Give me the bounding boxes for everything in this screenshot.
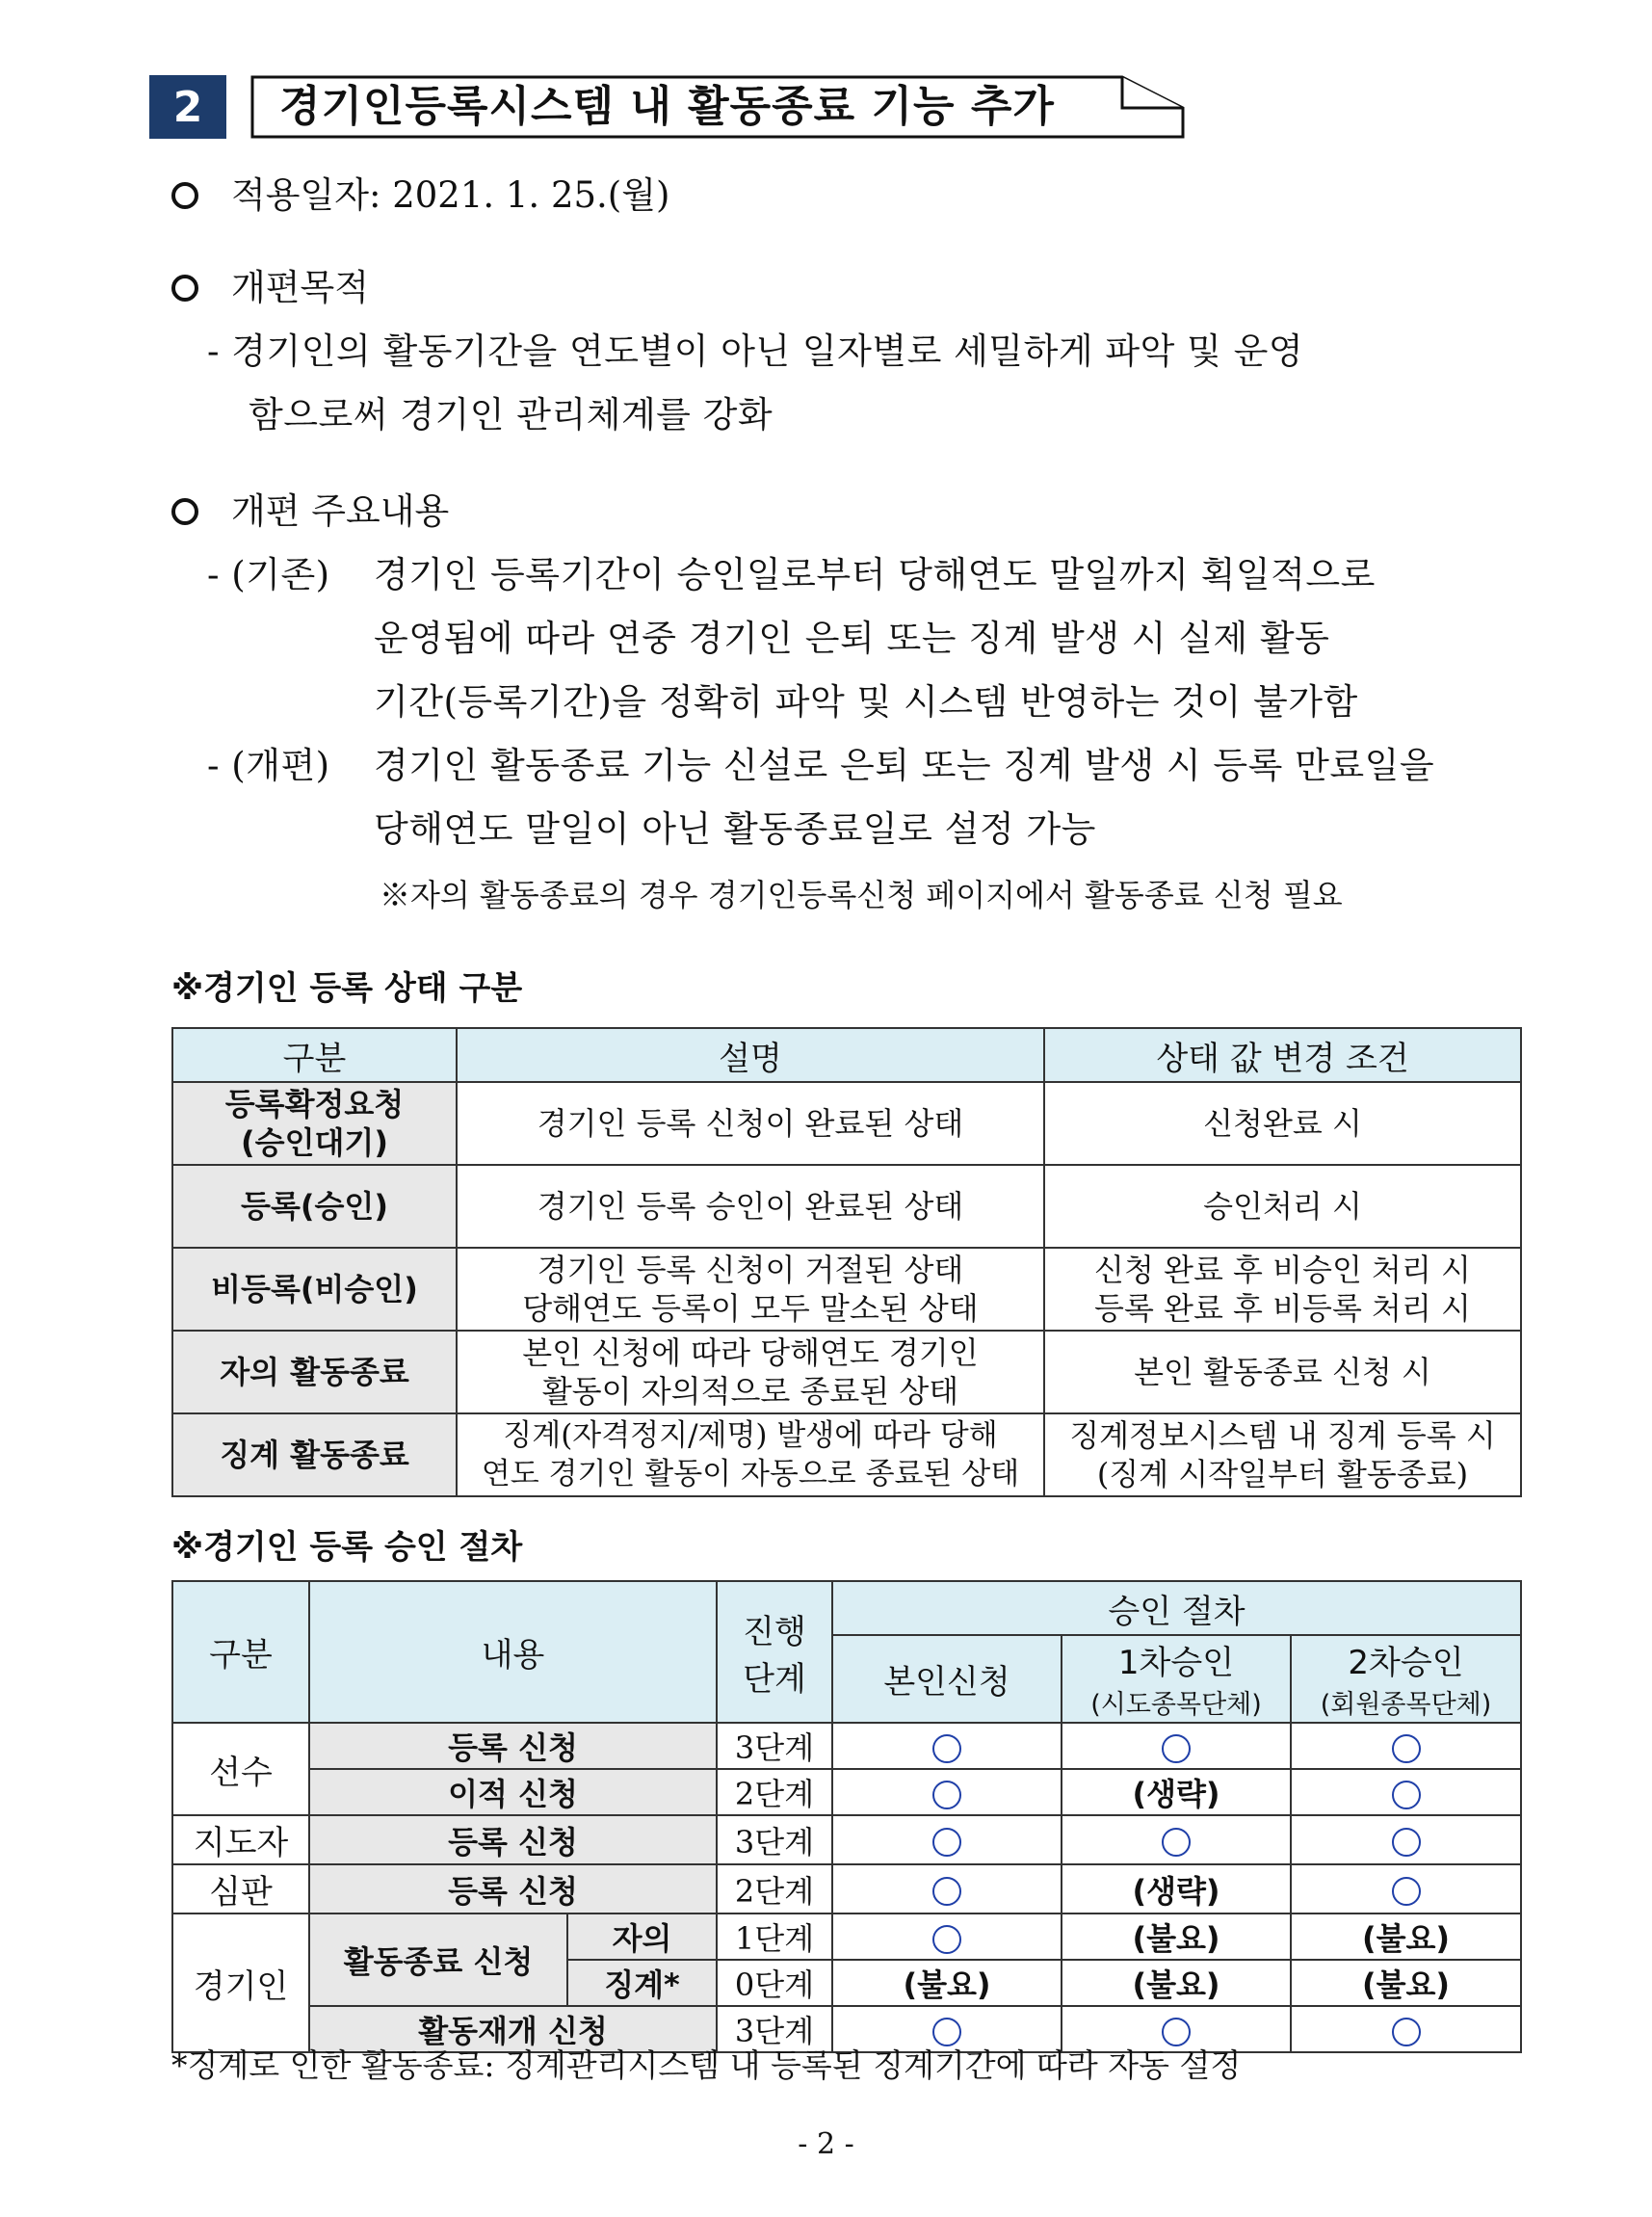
approval-header-procedure: 승인 절차 xyxy=(832,1581,1521,1635)
status-condition-cell xyxy=(1044,1413,1521,1496)
apply-date-text: 적용일자: 2021. 1. 25.(월) xyxy=(231,174,670,216)
apply-date-line xyxy=(171,166,669,218)
table-row xyxy=(172,1082,1521,1165)
table-row xyxy=(172,1913,1521,1960)
after-line-1: 경기인 활동종료 기능 신설로 은퇴 또는 징계 발생 시 등록 만료일을 xyxy=(374,745,1435,786)
table-row xyxy=(172,1723,1521,1769)
approval-end-activity-cell: 활동종료 신청 xyxy=(309,1913,567,2006)
self-end-note: ※자의 활동종료의 경우 경기인등록신청 페이지에서 활동종료 신청 필요 xyxy=(380,877,1343,913)
table-row xyxy=(172,1331,1521,1413)
section-number-badge: 2 xyxy=(149,75,226,139)
approval-stage-cell: 3단계 xyxy=(717,2006,832,2052)
approval-self-cell: (불요) xyxy=(832,1960,1062,2006)
approval-header-row-1 xyxy=(172,1581,1521,1635)
status-header-description: 설명 xyxy=(457,1028,1044,1082)
approval-content-cell: 등록 신청 xyxy=(309,1723,717,1769)
approval-header-stage-line: 단계 xyxy=(743,1659,806,1699)
status-header-condition: 상태 값 변경 조건 xyxy=(1044,1028,1521,1082)
circle-mark-icon xyxy=(1162,1734,1191,1763)
approval-group-athlete: 경기인 xyxy=(172,1913,309,2052)
circle-mark-icon xyxy=(1392,2018,1421,2046)
status-condition-cell xyxy=(1044,1248,1521,1331)
purpose-heading-line xyxy=(171,258,369,310)
circle-mark-icon xyxy=(1392,1781,1421,1809)
circle-mark-icon xyxy=(932,1734,961,1763)
approval-header-first-sub: (시도종목단체) xyxy=(1090,1690,1262,1720)
status-description-line: 본인 신청에 따라 당해연도 경기인 xyxy=(522,1334,979,1371)
approval-self-cell xyxy=(832,1769,1062,1815)
table-row xyxy=(172,1815,1521,1864)
section-title: 경기인등록시스템 내 활동종료 기능 추가 xyxy=(279,82,1055,131)
status-description-cell xyxy=(457,1248,1044,1331)
table-row xyxy=(172,1864,1521,1913)
circle-mark-icon xyxy=(932,1877,961,1906)
circle-bullet-icon xyxy=(171,182,198,209)
status-condition-line: 징계정보시스템 내 징계 등록 시 xyxy=(1069,1417,1496,1454)
approval-header-stage-line: 진행 xyxy=(743,1612,806,1651)
status-table-header-row xyxy=(172,1028,1521,1082)
approval-content-cell: 징계* xyxy=(567,1960,717,2006)
approval-first-cell xyxy=(1062,1723,1291,1769)
status-condition-line: 등록 완료 후 비등록 처리 시 xyxy=(1094,1290,1471,1327)
status-category-cell: 등록(승인) xyxy=(172,1165,457,1248)
status-description-line: 연도 경기인 활동이 자동으로 종료된 상태 xyxy=(481,1457,1020,1491)
approval-stage-cell: 0단계 xyxy=(717,1960,832,2006)
circle-mark-icon xyxy=(1392,1734,1421,1763)
status-category-cell xyxy=(172,1082,457,1165)
approval-header-self: 본인신청 xyxy=(832,1635,1062,1723)
approval-content-cell: 등록 신청 xyxy=(309,1864,717,1913)
circle-mark-icon xyxy=(1392,1828,1421,1857)
approval-footnote: *징계로 인한 활동종료: 징계관리시스템 내 등록된 징계기간에 따라 자동 설정 xyxy=(171,2046,1242,2084)
approval-second-cell: (불요) xyxy=(1291,1913,1521,1960)
status-condition-line: (징계 시작일부터 활동종료) xyxy=(1096,1456,1469,1492)
approval-stage-cell: 3단계 xyxy=(717,1723,832,1769)
approval-header-first-line: 1차승인 xyxy=(1117,1644,1235,1682)
circle-mark-icon xyxy=(1392,1877,1421,1906)
after-line-2: 당해연도 말일이 아닌 활동종료일로 설정 가능 xyxy=(374,808,1096,850)
approval-content-cell: 이적 신청 xyxy=(309,1769,717,1815)
approval-stage-cell: 2단계 xyxy=(717,1864,832,1913)
status-description-cell xyxy=(457,1413,1044,1496)
approval-header-stage xyxy=(717,1581,832,1723)
status-condition-cell xyxy=(1044,1082,1521,1165)
approval-self-cell xyxy=(832,1815,1062,1864)
approval-group-referee: 심판 xyxy=(172,1864,309,1913)
approval-second-cell xyxy=(1291,1769,1521,1815)
table-row xyxy=(172,1248,1521,1331)
circle-mark-icon xyxy=(932,1828,961,1857)
approval-first-cell: (생략) xyxy=(1062,1769,1291,1815)
before-line-1: 경기인 등록기간이 승인일로부터 당해연도 말일까지 획일적으로 xyxy=(374,554,1376,595)
approval-stage-cell: 1단계 xyxy=(717,1913,832,1960)
table-row xyxy=(172,1769,1521,1815)
approval-first-cell: (불요) xyxy=(1062,1913,1291,1960)
circle-mark-icon xyxy=(932,1781,961,1809)
main-content-heading: 개편 주요내용 xyxy=(231,490,450,532)
approval-second-cell: (불요) xyxy=(1291,1960,1521,2006)
status-description-cell xyxy=(457,1082,1044,1165)
table-row xyxy=(172,1413,1521,1496)
table-row xyxy=(172,1165,1521,1248)
main-content-heading-line xyxy=(171,482,449,534)
approval-stage-cell: 2단계 xyxy=(717,1769,832,1815)
approval-header-second-sub: (회원종목단체) xyxy=(1320,1690,1492,1720)
status-table xyxy=(171,1027,1522,1497)
approval-second-cell xyxy=(1291,1815,1521,1864)
circle-bullet-icon xyxy=(171,275,198,302)
status-description-line: 활동이 자의적으로 종료된 상태 xyxy=(541,1373,959,1410)
after-tag: - (개편) xyxy=(207,745,330,786)
status-category-cell: 비등록(비승인) xyxy=(172,1248,457,1331)
status-description-cell xyxy=(457,1331,1044,1413)
circle-bullet-icon xyxy=(171,498,198,525)
circle-mark-icon xyxy=(1162,1828,1191,1857)
approval-header-second xyxy=(1291,1635,1521,1723)
approval-stage-cell: 3단계 xyxy=(717,1815,832,1864)
approval-table xyxy=(171,1580,1522,2053)
approval-second-cell xyxy=(1291,1864,1521,1913)
before-line-2: 운영됨에 따라 연중 경기인 은퇴 또는 징계 발생 시 실제 활동 xyxy=(374,618,1330,659)
status-description-line: 경기인 등록 신청이 거절된 상태 xyxy=(537,1252,964,1288)
status-category-line: 등록확정요청 xyxy=(224,1086,405,1122)
approval-group-player: 선수 xyxy=(172,1723,309,1815)
purpose-line-1: - 경기인의 활동기간을 연도별이 아닌 일자별로 세밀하게 파악 및 운영 xyxy=(207,330,1304,372)
approval-self-cell xyxy=(832,1864,1062,1913)
approval-first-cell: (불요) xyxy=(1062,1960,1291,2006)
status-condition-line: 신청완료 시 xyxy=(1203,1105,1362,1142)
status-table-title: ※경기인 등록 상태 구분 xyxy=(171,969,523,1008)
approval-second-cell xyxy=(1291,1723,1521,1769)
page-number: - 2 - xyxy=(798,2127,854,2161)
approval-content-cell: 자의 xyxy=(567,1913,717,1960)
status-condition-line: 신청 완료 후 비승인 처리 시 xyxy=(1094,1252,1471,1288)
approval-self-cell xyxy=(832,1913,1062,1960)
approval-second-cell xyxy=(1291,2006,1521,2052)
before-line-3: 기간(등록기간)을 정확히 파악 및 시스템 반영하는 것이 불가함 xyxy=(374,681,1358,723)
circle-mark-icon xyxy=(932,1925,961,1954)
approval-content-cell: 등록 신청 xyxy=(309,1815,717,1864)
approval-table-title: ※경기인 등록 승인 절차 xyxy=(171,1528,523,1567)
approval-header-second-line: 2차승인 xyxy=(1348,1644,1464,1682)
approval-header-content: 내용 xyxy=(309,1581,717,1723)
status-description-cell: 경기인 등록 승인이 완료된 상태 xyxy=(457,1165,1044,1248)
status-category-cell: 자의 활동종료 xyxy=(172,1331,457,1413)
status-condition-cell: 승인처리 시 xyxy=(1044,1165,1521,1248)
purpose-line-2: 함으로써 경기인 관리체계를 강화 xyxy=(249,394,774,435)
status-condition-cell: 본인 활동종료 신청 시 xyxy=(1044,1331,1521,1413)
before-tag: - (기존) xyxy=(207,554,330,595)
section-title-box xyxy=(250,75,1185,139)
approval-header-first xyxy=(1062,1635,1291,1723)
approval-self-cell xyxy=(832,1723,1062,1769)
approval-header-category: 구분 xyxy=(172,1581,309,1723)
status-description-line: 징계(자격정지/제명) 발생에 따라 당해 xyxy=(503,1418,998,1453)
approval-first-cell xyxy=(1062,1815,1291,1864)
status-description-line: 경기인 등록 신청이 완료된 상태 xyxy=(537,1105,964,1142)
status-header-category: 구분 xyxy=(172,1028,457,1082)
status-category-line: (승인대기) xyxy=(241,1124,388,1161)
approval-group-coach: 지도자 xyxy=(172,1815,309,1864)
approval-content-cell: 활동재개 신청 xyxy=(309,2006,717,2052)
approval-first-cell: (생략) xyxy=(1062,1864,1291,1913)
status-category-cell: 징계 활동종료 xyxy=(172,1413,457,1496)
purpose-heading: 개편목적 xyxy=(231,267,369,308)
status-description-line: 당해연도 등록이 모두 말소된 상태 xyxy=(522,1290,979,1327)
